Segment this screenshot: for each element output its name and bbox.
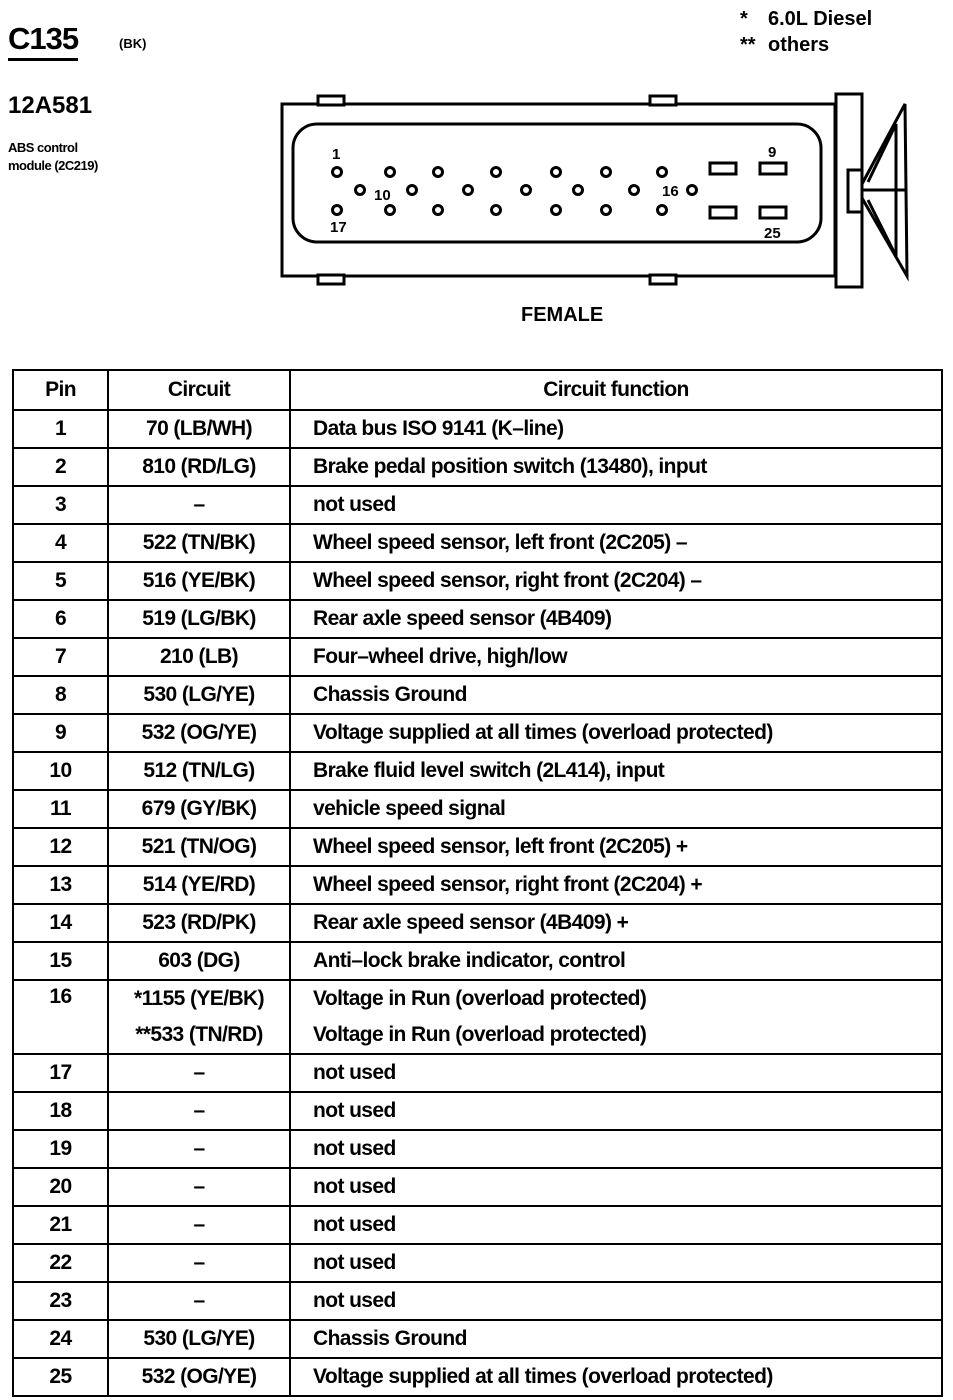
circuit-code: 514 (YE/RD) (108, 866, 290, 904)
legend-item-diesel (740, 6, 872, 32)
table-header-row (13, 370, 942, 410)
pin-number: 6 (13, 600, 108, 638)
table-row (13, 410, 942, 448)
latch-tab (318, 96, 344, 105)
circuit-function: vehicle speed signal (290, 790, 942, 828)
pin-number: 17 (13, 1054, 108, 1092)
pin-number: 20 (13, 1168, 108, 1206)
circuit-function: Brake fluid level switch (2L414), input (290, 752, 942, 790)
pin-number: 12 (13, 828, 108, 866)
circuit-code: 523 (RD/PK) (108, 904, 290, 942)
latch-tab (318, 275, 344, 284)
pin-hole (658, 168, 667, 177)
component-description (8, 139, 98, 175)
table-row (13, 790, 942, 828)
table-row (13, 1168, 942, 1206)
legend-mark: ** (740, 34, 756, 56)
connector-color-code: (BK) (119, 36, 147, 51)
pin-number: 5 (13, 562, 108, 600)
circuit-function: not used (290, 1054, 942, 1092)
circuit-function: Voltage supplied at all times (overload protected) (290, 714, 942, 752)
circuit-code: 530 (LG/YE) (108, 1320, 290, 1358)
table-row (13, 904, 942, 942)
part-number: 12A581 (8, 92, 93, 119)
legend-text: others (768, 34, 830, 56)
circuit-function: Wheel speed sensor, left front (2C205) + (290, 828, 942, 866)
latch-tab (650, 96, 676, 105)
pin-hole (602, 168, 611, 177)
table-row (13, 1092, 942, 1130)
pin-label-17: 17 (330, 219, 347, 236)
legend-item-others (740, 32, 872, 58)
description-line: module (2C219) (8, 158, 98, 173)
circuit-code-alt: **533 (TN/RD) (108, 1017, 290, 1054)
pin-label-9: 9 (768, 144, 777, 161)
lock-stub (848, 170, 862, 212)
pin-number: 24 (13, 1320, 108, 1358)
header-function: Circuit function (290, 370, 942, 410)
pin-label-1: 1 (332, 146, 341, 163)
circuit-function: not used (290, 486, 942, 524)
pin-label-25: 25 (764, 225, 781, 242)
table-row (13, 676, 942, 714)
circuit-code: 810 (RD/LG) (108, 448, 290, 486)
circuit-function: not used (290, 1168, 942, 1206)
pin-label-16: 16 (662, 183, 679, 200)
pin-hole (434, 206, 443, 215)
circuit-function: Voltage in Run (overload protected) (290, 980, 942, 1017)
pin-hole (408, 186, 417, 195)
pin-hole (552, 168, 561, 177)
table-row (13, 1054, 942, 1092)
circuit-function: Chassis Ground (290, 1320, 942, 1358)
circuit-function: Data bus ISO 9141 (K–line) (290, 410, 942, 448)
table-row (13, 1206, 942, 1244)
table-row (13, 1130, 942, 1168)
circuit-code: – (108, 1168, 290, 1206)
connector-gender: FEMALE (521, 304, 604, 326)
pin-number: 14 (13, 904, 108, 942)
pin-hole (492, 206, 501, 215)
pin-number: 15 (13, 942, 108, 980)
table-row (13, 980, 942, 1017)
table-row (13, 562, 942, 600)
description-line: ABS control (8, 140, 78, 155)
circuit-code: – (108, 1206, 290, 1244)
circuit-function: Wheel speed sensor, right front (2C204) + (290, 866, 942, 904)
table-row (13, 638, 942, 676)
pin-number: 16 (13, 980, 108, 1054)
header-pin: Pin (13, 370, 108, 410)
table-row (13, 942, 942, 980)
circuit-code: – (108, 1244, 290, 1282)
circuit-code: 516 (YE/BK) (108, 562, 290, 600)
pin-hole (574, 186, 583, 195)
pin-number: 11 (13, 790, 108, 828)
pin-number: 25 (13, 1358, 108, 1396)
pin-hole (688, 186, 697, 195)
circuit-function: Wheel speed sensor, right front (2C204) – (290, 562, 942, 600)
table-row (13, 752, 942, 790)
circuit-function: Voltage supplied at all times (overload protected) (290, 1358, 942, 1396)
pin-hole (492, 168, 501, 177)
pin-hole (386, 168, 395, 177)
power-pin-24 (710, 207, 736, 218)
circuit-code: 512 (TN/LG) (108, 752, 290, 790)
circuit-function: Four–wheel drive, high/low (290, 638, 942, 676)
table-row (13, 600, 942, 638)
pin-hole (552, 206, 561, 215)
legend-mark: * (740, 8, 748, 30)
circuit-code: 70 (LB/WH) (108, 410, 290, 448)
circuit-function: Brake pedal position switch (13480), input (290, 448, 942, 486)
legend-text: 6.0L Diesel (768, 8, 873, 30)
circuit-function: not used (290, 1092, 942, 1130)
table-row (13, 486, 942, 524)
power-pin-8 (710, 163, 736, 174)
latch-tab (650, 275, 676, 284)
circuit-function: Anti–lock brake indicator, control (290, 942, 942, 980)
circuit-code: – (108, 1130, 290, 1168)
circuit-code: 522 (TN/BK) (108, 524, 290, 562)
pinout-table (12, 369, 943, 1397)
circuit-code: 210 (LB) (108, 638, 290, 676)
circuit-function: not used (290, 1130, 942, 1168)
pin-number: 13 (13, 866, 108, 904)
pin-number: 1 (13, 410, 108, 448)
circuit-code: 603 (DG) (108, 942, 290, 980)
circuit-code: 530 (LG/YE) (108, 676, 290, 714)
connector-face-diagram (270, 86, 920, 296)
pin-hole (602, 206, 611, 215)
table-row (13, 714, 942, 752)
circuit-code: – (108, 1054, 290, 1092)
pin-number: 4 (13, 524, 108, 562)
pin-number: 3 (13, 486, 108, 524)
power-pin-9 (760, 163, 786, 174)
power-pin-25 (760, 207, 786, 218)
circuit-code: 521 (TN/OG) (108, 828, 290, 866)
circuit-function: Chassis Ground (290, 676, 942, 714)
pin-hole (522, 186, 531, 195)
circuit-code: – (108, 1282, 290, 1320)
circuit-function: not used (290, 1206, 942, 1244)
pin-hole (333, 206, 342, 215)
table-body (13, 410, 942, 1396)
circuit-function-alt: Voltage in Run (overload protected) (290, 1017, 942, 1054)
table-row (13, 448, 942, 486)
circuit-code: 679 (GY/BK) (108, 790, 290, 828)
table-row (13, 1358, 942, 1396)
circuit-function: Rear axle speed sensor (4B409) + (290, 904, 942, 942)
table-row (13, 1320, 942, 1358)
pin-hole (434, 168, 443, 177)
connector-id: C135 (8, 22, 78, 61)
pin-hole (333, 168, 342, 177)
pin-number: 10 (13, 752, 108, 790)
pin-number: 21 (13, 1206, 108, 1244)
circuit-function: Rear axle speed sensor (4B409) (290, 600, 942, 638)
circuit-code: – (108, 486, 290, 524)
table-row (13, 1017, 942, 1054)
pin-hole (630, 186, 639, 195)
circuit-code: 532 (OG/YE) (108, 1358, 290, 1396)
pin-number: 7 (13, 638, 108, 676)
legend (740, 6, 872, 58)
table-row (13, 1282, 942, 1320)
pin-number: 22 (13, 1244, 108, 1282)
pin-hole (658, 206, 667, 215)
pin-number: 2 (13, 448, 108, 486)
pin-number: 8 (13, 676, 108, 714)
pin-number: 18 (13, 1092, 108, 1130)
circuit-function: not used (290, 1282, 942, 1320)
pin-label-10: 10 (374, 187, 391, 204)
pin-hole (356, 186, 365, 195)
connector-face (293, 124, 821, 242)
pin-number: 19 (13, 1130, 108, 1168)
table-row (13, 524, 942, 562)
table-row (13, 828, 942, 866)
circuit-code: 519 (LG/BK) (108, 600, 290, 638)
pin-number: 9 (13, 714, 108, 752)
header-circuit: Circuit (108, 370, 290, 410)
table-row (13, 866, 942, 904)
pin-hole (386, 206, 395, 215)
circuit-code: 532 (OG/YE) (108, 714, 290, 752)
pin-number: 23 (13, 1282, 108, 1320)
circuit-code: – (108, 1092, 290, 1130)
pin-hole (464, 186, 473, 195)
circuit-code: *1155 (YE/BK) (108, 980, 290, 1017)
circuit-function: not used (290, 1244, 942, 1282)
circuit-function: Wheel speed sensor, left front (2C205) – (290, 524, 942, 562)
table-row (13, 1244, 942, 1282)
